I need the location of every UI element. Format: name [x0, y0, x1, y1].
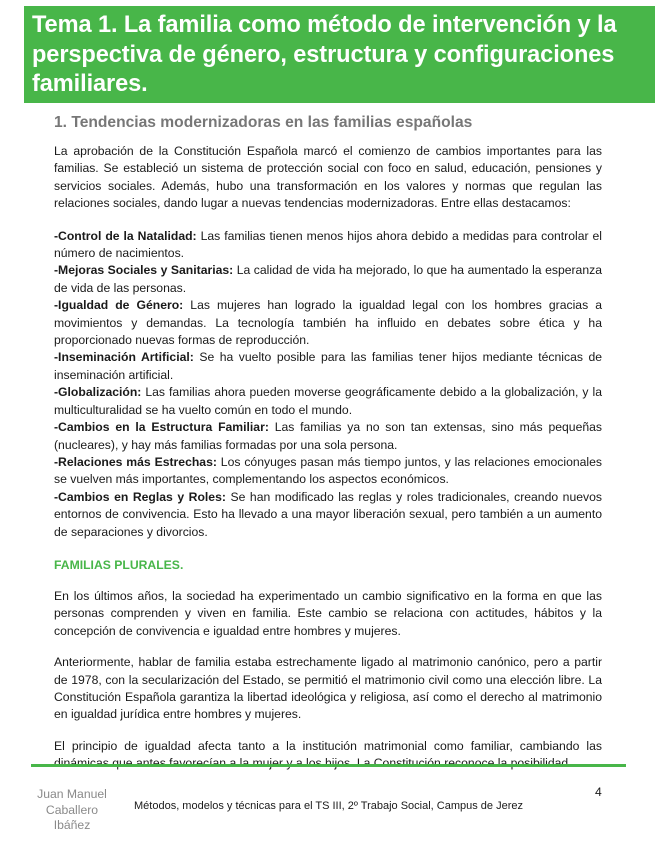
footer-divider	[31, 764, 626, 767]
body-paragraph: El principio de igualdad afecta tanto a la institución matrimonial como familiar, cambiando las	[54, 738, 602, 753]
title-banner	[24, 6, 655, 103]
item-label: -Relaciones más Estrechas:	[54, 454, 217, 469]
item-text: Se ha vuelto posible para las familias tener hijos mediante técnicas de inseminación artificial.	[54, 350, 602, 382]
body-paragraph: En los últimos años, la sociedad ha experimentado un cambio significativo en la forma en que las personas comprenden y viven en familia. Este cambio se relaciona con actitudes, hábitos y la concepción de convivencia e igualdad entre hombres y mujeres.	[54, 588, 602, 638]
list-item	[54, 228, 602, 263]
list-item	[54, 297, 602, 349]
section-title: 1. Tendencias modernizadoras en las familias españolas	[54, 114, 473, 131]
section-heading-familias-plurales: FAMILIAS PLURALES.	[54, 557, 184, 572]
item-label: -Igualdad de Género:	[54, 298, 184, 313]
list-item	[54, 262, 602, 297]
item-label: -Inseminación Artificial:	[54, 350, 194, 365]
list-item	[54, 454, 602, 489]
list-item	[54, 419, 602, 454]
trend-list	[54, 228, 602, 541]
item-label: -Globalización:	[54, 385, 142, 400]
item-text: Las familias ya no son tan extensas, sino más pequeñas (nucleares), y hay más familias formadas por una sola persona.	[54, 420, 602, 452]
footer-course: Métodos, modelos y técnicas para el TS III, 2º Trabajo Social, Campus de Jerez	[134, 800, 524, 812]
document-body	[54, 113, 602, 787]
item-label: -Cambios en Reglas y Roles:	[54, 489, 226, 504]
item-label: -Mejoras Sociales y Sanitarias:	[54, 263, 234, 278]
page-number: 4	[595, 785, 602, 799]
item-label: -Control de la Natalidad:	[54, 228, 197, 243]
footer-author: Juan Manuel Caballero Ibáñez	[37, 787, 107, 832]
item-text: Las familias ahora pueden moverse geográficamente debido a la globalización, y la multiculturalidad se ha vuelto común en todo el mundo.	[54, 385, 602, 417]
intro-paragraph: La aprobación de la Constitución Española marcó el comienzo de cambios importantes para las familias. Se estableció un sistema de protección social con foco en salud, educación, pensiones y servicios sociales. Además, hubo una transformación en los valores y normas que regulan las relaciones sociales, dando lugar a nuevas tendencias modernizadoras. Entre ellas destacamos:	[54, 144, 602, 211]
item-text: Se han modificado las reglas y roles tradicionales, creando nuevos entornos de convivencia. Esto ha llevado a una mayor liberación sexual, pero también a un aumento de separaciones y divorcios.	[54, 489, 602, 539]
list-item	[54, 489, 602, 541]
list-item	[54, 349, 602, 384]
item-label: -Cambios en la Estructura Familiar:	[54, 420, 269, 435]
item-text: Los cónyuges pasan más tiempo juntos, y las relaciones emocionales se vuelven más importantes, complementando los aspectos económicos.	[54, 454, 602, 487]
item-text: La calidad de vida ha mejorado, lo que ha aumentado la esperanza de vida de las personas.	[54, 263, 602, 295]
item-text: Las familias tienen menos hijos ahora debido a medidas para controlar el número de nacimientos.	[54, 228, 603, 261]
body-paragraph: Anteriormente, hablar de familia estaba estrechamente ligado al matrimonio canónico, pero a partir de 1978, con la secularización del Estado, se permitió el matrimonio civil como una elección libre. La Constitución Española garantiza la libertad ideológica y religiosa, así como el derecho al matrimonio en igualdad jurídica entre hombres y mujeres.	[54, 655, 602, 722]
list-item	[54, 384, 602, 419]
page-title: Tema 1. La familia como método de intervención y la perspectiva de género, estructura y configuraciones familiares.	[32, 12, 617, 97]
item-text: Las mujeres han logrado la igualdad legal con los hombres gracias a movimientos y demandas. La tecnología también ha influido en debates sobre ética y ha proporcionado nuevas formas de reproducción.	[54, 298, 603, 348]
